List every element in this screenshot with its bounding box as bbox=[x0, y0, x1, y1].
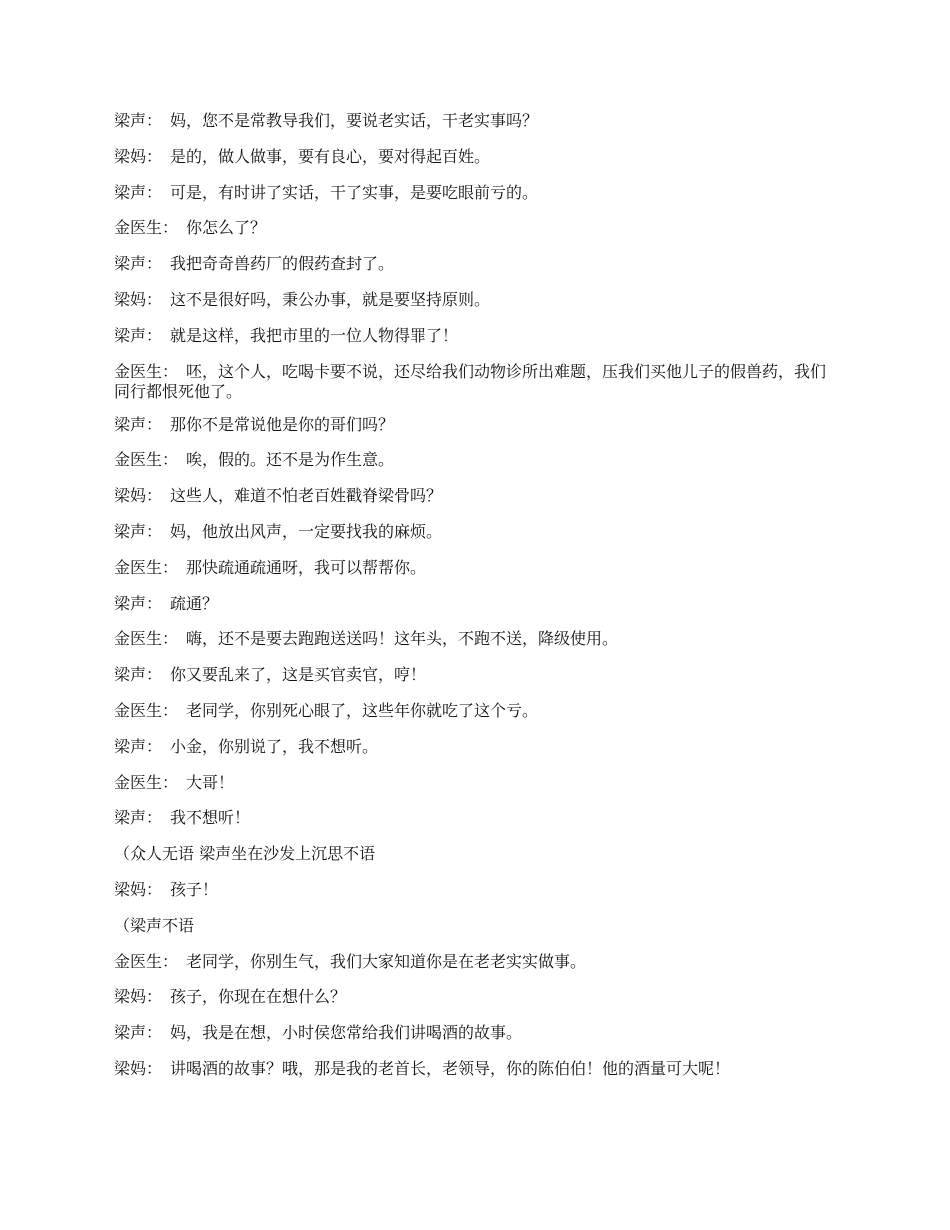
speaker-label: 梁声： bbox=[114, 808, 163, 828]
dialogue-line bbox=[114, 737, 834, 757]
dialogue-text: 你又要乱来了，这是买官卖官，哼！ bbox=[170, 665, 427, 685]
speaker-label: 梁声： bbox=[114, 1023, 163, 1043]
dialogue-text: 妈，我是在想，小时侯您常给我们讲喝酒的故事。 bbox=[170, 1023, 523, 1043]
dialogue-text: 妈，您不是常教导我们，要说老实话，干老实事吗？ bbox=[170, 111, 539, 130]
dialogue-line bbox=[114, 629, 834, 649]
dialogue-line bbox=[114, 415, 834, 435]
dialogue-text: 妈，他放出风声，一定要找我的麻烦。 bbox=[170, 521, 443, 541]
dialogue-text: 讲喝酒的故事？哦，那是我的老首长，老领导，你的陈伯伯！他的酒量可大呢！ bbox=[170, 1058, 731, 1078]
speaker-label: 梁妈： bbox=[114, 879, 163, 899]
speaker-label: 金医生： bbox=[114, 629, 179, 649]
speaker-label: 金医生： bbox=[114, 951, 179, 971]
dialogue-text: 就是这样，我把市里的一位人物得罪了！ bbox=[170, 325, 459, 345]
stage-direction-text: （梁声不语 bbox=[114, 915, 195, 935]
dialogue-line bbox=[114, 952, 834, 972]
speaker-label: 梁妈： bbox=[114, 1058, 163, 1078]
speaker-label: 梁妈： bbox=[114, 987, 163, 1007]
speaker-label: 梁声： bbox=[114, 736, 163, 756]
dialogue-line bbox=[114, 558, 834, 578]
dialogue-line bbox=[114, 1059, 834, 1079]
dialogue-text: 我把奇奇兽药厂的假药查封了。 bbox=[170, 254, 395, 274]
dialogue-line bbox=[114, 183, 834, 203]
dialogue-line bbox=[114, 450, 834, 470]
dialogue-line bbox=[114, 594, 834, 614]
dialogue-text: 疏通？ bbox=[170, 593, 219, 613]
stage-direction bbox=[114, 844, 834, 864]
dialogue-text: 这些人，难道不怕老百姓戳脊梁骨吗？ bbox=[170, 486, 443, 506]
dialogue-line bbox=[114, 486, 834, 506]
dialogue-line bbox=[114, 987, 834, 1007]
dialogue-text: 是的，做人做事，要有良心，要对得起百姓。 bbox=[170, 146, 491, 166]
dialogue-text: 我不想听！ bbox=[170, 808, 251, 828]
dialogue-text: 嗨，还不是要去跑跑送送吗！这年头，不跑不送，降级使用。 bbox=[186, 629, 619, 649]
speaker-label: 梁妈： bbox=[114, 146, 163, 166]
dialogue-line bbox=[114, 362, 834, 402]
speaker-label: 金医生： bbox=[114, 218, 179, 238]
speaker-label: 梁声： bbox=[114, 182, 163, 202]
speaker-label: 金医生： bbox=[114, 450, 179, 470]
dialogue-text: 那你不是常说他是你的哥们吗？ bbox=[170, 414, 395, 434]
speaker-label: 梁声： bbox=[114, 593, 163, 613]
dialogue-text: 那快疏通疏通呀，我可以帮帮你。 bbox=[186, 557, 427, 577]
dialogue-line bbox=[114, 773, 834, 793]
speaker-label: 金医生： bbox=[114, 361, 179, 381]
speaker-label: 梁妈： bbox=[114, 486, 163, 506]
speaker-label: 梁妈： bbox=[114, 289, 163, 309]
speaker-label: 金医生： bbox=[114, 557, 179, 577]
speaker-label: 金医生： bbox=[114, 772, 179, 792]
dialogue-line bbox=[114, 701, 834, 721]
dialogue-line bbox=[114, 880, 834, 900]
dialogue-text: 孩子，你现在在想什么？ bbox=[170, 987, 347, 1007]
speaker-label: 梁声： bbox=[114, 325, 163, 345]
dialogue-line bbox=[114, 1023, 834, 1043]
dialogue-text: 老同学，你别生气，我们大家知道你是在老老实实做事。 bbox=[186, 951, 587, 971]
speaker-label: 梁声： bbox=[114, 665, 163, 685]
dialogue-line bbox=[114, 111, 834, 131]
speaker-label: 梁声： bbox=[114, 254, 163, 274]
dialogue-line bbox=[114, 522, 834, 542]
dialogue-text: 小金，你别说了，我不想听。 bbox=[170, 736, 379, 756]
dialogue-line bbox=[114, 808, 834, 828]
stage-direction-text: （众人无语 梁声坐在沙发上沉思不语 bbox=[114, 844, 376, 864]
dialogue-text: 老同学，你别死心眼了，这些年你就吃了这个亏。 bbox=[186, 700, 539, 720]
stage-direction bbox=[114, 916, 834, 936]
speaker-label: 梁声： bbox=[114, 414, 163, 434]
dialogue-text: 孩子！ bbox=[170, 879, 219, 899]
speaker-label: 梁声： bbox=[114, 111, 163, 130]
dialogue-text: 呸，这个人，吃喝卡要不说，还尽给我们动物诊所出难题，压我们买他儿子的假兽药，我们同行都恨死他了。 bbox=[114, 361, 827, 401]
document-page bbox=[114, 111, 834, 1095]
dialogue-line bbox=[114, 218, 834, 238]
dialogue-text: 可是，有时讲了实话，干了实事，是要吃眼前亏的。 bbox=[170, 182, 539, 202]
dialogue-line bbox=[114, 665, 834, 685]
dialogue-line bbox=[114, 254, 834, 274]
dialogue-line bbox=[114, 326, 834, 346]
dialogue-text: 这不是很好吗，秉公办事，就是要坚持原则。 bbox=[170, 289, 491, 309]
speaker-label: 金医生： bbox=[114, 700, 179, 720]
dialogue-text: 你怎么了？ bbox=[186, 218, 267, 238]
speaker-label: 梁声： bbox=[114, 521, 163, 541]
dialogue-line bbox=[114, 147, 834, 167]
dialogue-text: 大哥！ bbox=[186, 772, 235, 792]
dialogue-line bbox=[114, 290, 834, 310]
dialogue-text: 唉，假的。还不是为作生意。 bbox=[186, 450, 395, 470]
